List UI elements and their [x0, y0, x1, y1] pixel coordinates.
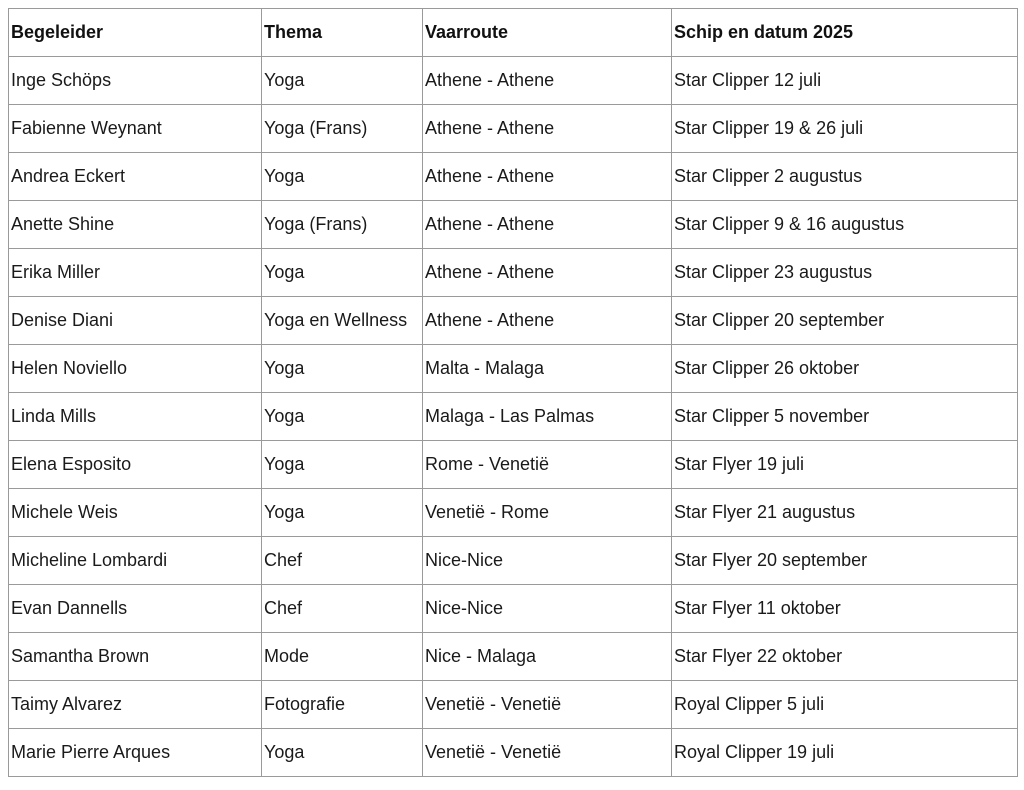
table-row: [9, 57, 1018, 105]
cell-thema: Yoga: [262, 441, 423, 489]
header-vaarroute: Vaarroute: [423, 9, 672, 57]
cell-vaarroute: Venetië - Venetië: [423, 729, 672, 777]
cell-thema: Yoga: [262, 57, 423, 105]
cell-vaarroute: Athene - Athene: [423, 57, 672, 105]
cell-vaarroute: Athene - Athene: [423, 249, 672, 297]
cell-schip-en-datum: Star Flyer 22 oktober: [672, 633, 1018, 681]
cell-thema: Mode: [262, 633, 423, 681]
cell-schip-en-datum: Star Clipper 20 september: [672, 297, 1018, 345]
cell-begeleider: Elena Esposito: [9, 441, 262, 489]
table-row: [9, 681, 1018, 729]
cell-begeleider: Andrea Eckert: [9, 153, 262, 201]
cell-thema: Yoga: [262, 345, 423, 393]
cell-schip-en-datum: Royal Clipper 5 juli: [672, 681, 1018, 729]
cell-begeleider: Helen Noviello: [9, 345, 262, 393]
cell-thema: Yoga (Frans): [262, 201, 423, 249]
cell-begeleider: Inge Schöps: [9, 57, 262, 105]
cell-thema: Yoga: [262, 249, 423, 297]
cell-begeleider: Fabienne Weynant: [9, 105, 262, 153]
table-header: [9, 9, 1018, 57]
table-row: [9, 105, 1018, 153]
cell-begeleider: Samantha Brown: [9, 633, 262, 681]
table-row: [9, 729, 1018, 777]
cell-vaarroute: Athene - Athene: [423, 201, 672, 249]
table-row: [9, 633, 1018, 681]
cell-vaarroute: Venetië - Rome: [423, 489, 672, 537]
cell-begeleider: Erika Miller: [9, 249, 262, 297]
header-row: [9, 9, 1018, 57]
cell-vaarroute: Nice - Malaga: [423, 633, 672, 681]
cell-thema: Yoga: [262, 729, 423, 777]
cell-schip-en-datum: Star Flyer 21 augustus: [672, 489, 1018, 537]
cell-vaarroute: Athene - Athene: [423, 105, 672, 153]
cell-vaarroute: Athene - Athene: [423, 297, 672, 345]
cell-thema: Yoga: [262, 153, 423, 201]
cell-vaarroute: Nice-Nice: [423, 585, 672, 633]
cell-schip-en-datum: Star Flyer 20 september: [672, 537, 1018, 585]
cell-schip-en-datum: Star Flyer 19 juli: [672, 441, 1018, 489]
cell-begeleider: Denise Diani: [9, 297, 262, 345]
table-row: [9, 297, 1018, 345]
cell-begeleider: Evan Dannells: [9, 585, 262, 633]
table-row: [9, 345, 1018, 393]
cell-begeleider: Linda Mills: [9, 393, 262, 441]
cell-vaarroute: Athene - Athene: [423, 153, 672, 201]
cell-schip-en-datum: Royal Clipper 19 juli: [672, 729, 1018, 777]
cell-schip-en-datum: Star Clipper 9 & 16 augustus: [672, 201, 1018, 249]
cruise-schedule-table: [8, 8, 1018, 777]
header-begeleider: Begeleider: [9, 9, 262, 57]
table-row: [9, 249, 1018, 297]
table-row: [9, 441, 1018, 489]
cell-thema: Fotografie: [262, 681, 423, 729]
cell-begeleider: Anette Shine: [9, 201, 262, 249]
cell-thema: Yoga (Frans): [262, 105, 423, 153]
cell-schip-en-datum: Star Flyer 11 oktober: [672, 585, 1018, 633]
cell-begeleider: Taimy Alvarez: [9, 681, 262, 729]
table-row: [9, 585, 1018, 633]
table-row: [9, 489, 1018, 537]
cell-begeleider: Marie Pierre Arques: [9, 729, 262, 777]
table-row: [9, 153, 1018, 201]
cell-schip-en-datum: Star Clipper 2 augustus: [672, 153, 1018, 201]
cell-schip-en-datum: Star Clipper 26 oktober: [672, 345, 1018, 393]
cell-vaarroute: Malaga - Las Palmas: [423, 393, 672, 441]
table-row: [9, 537, 1018, 585]
cell-begeleider: Michele Weis: [9, 489, 262, 537]
cell-thema: Chef: [262, 537, 423, 585]
table-row: [9, 393, 1018, 441]
header-schip-en-datum: Schip en datum 2025: [672, 9, 1018, 57]
cell-begeleider: Micheline Lombardi: [9, 537, 262, 585]
cell-thema: Yoga: [262, 489, 423, 537]
table-row: [9, 201, 1018, 249]
cell-thema: Yoga en Wellness: [262, 297, 423, 345]
cell-vaarroute: Malta - Malaga: [423, 345, 672, 393]
table-body: [9, 57, 1018, 777]
cell-schip-en-datum: Star Clipper 23 augustus: [672, 249, 1018, 297]
header-thema: Thema: [262, 9, 423, 57]
cell-vaarroute: Nice-Nice: [423, 537, 672, 585]
cell-thema: Yoga: [262, 393, 423, 441]
cell-schip-en-datum: Star Clipper 19 & 26 juli: [672, 105, 1018, 153]
cell-thema: Chef: [262, 585, 423, 633]
cell-schip-en-datum: Star Clipper 12 juli: [672, 57, 1018, 105]
cell-vaarroute: Venetië - Venetië: [423, 681, 672, 729]
cell-vaarroute: Rome - Venetië: [423, 441, 672, 489]
cell-schip-en-datum: Star Clipper 5 november: [672, 393, 1018, 441]
